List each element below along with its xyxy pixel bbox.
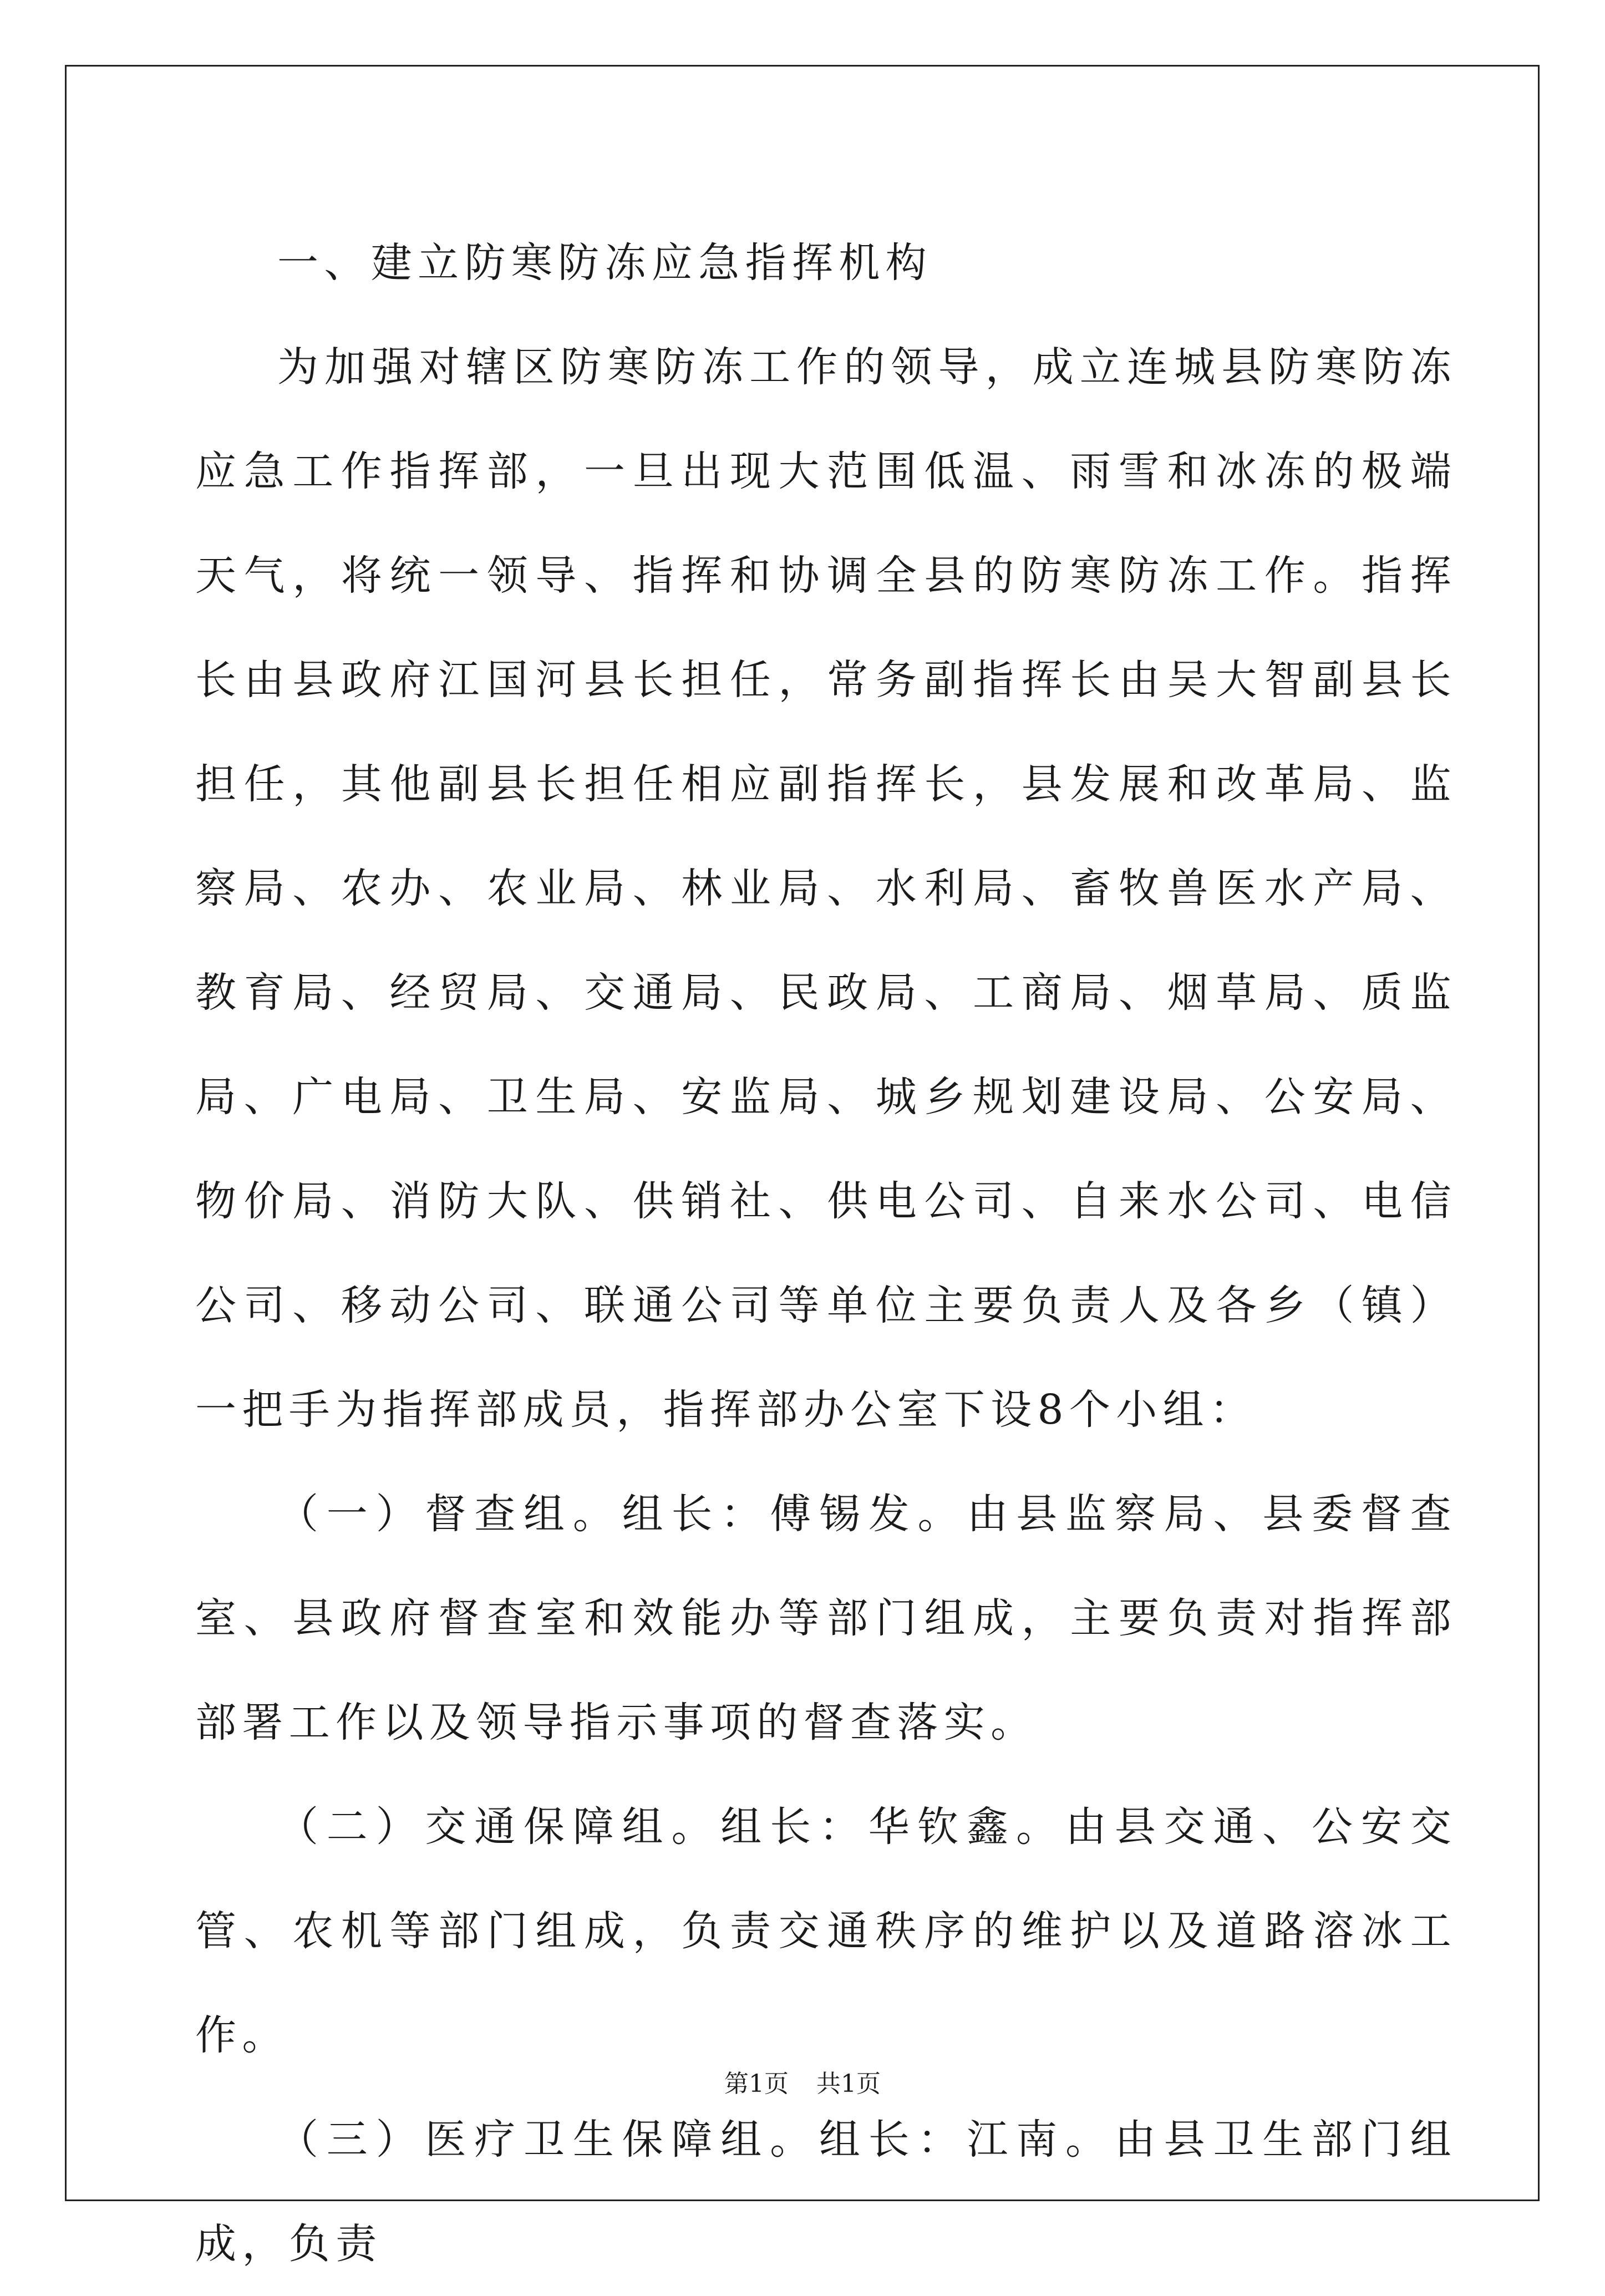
paragraph-intro: 为加强对辖区防寒防冻工作的领导，成立连城县防寒防冻应急工作指挥部，一旦出现大范围低温、雨雪和冰冻的极端天气，将统一领导、指挥和协调全县的防寒防冻工作。指挥长由县政府江国河县长担任，常务副指挥长由吴大智副县长担任，其他副县长担任相应副指挥长，县发展和改革局、监察局、农办、农业局、林业局、水利局、畜牧兽医水产局、教育局、经贸局、交通局、民政局、工商局、烟草局、质监局、广电局、卫生局、安监局、城乡规划建设局、公安局、物价局、消防大队、供销社、供电公司、自来水公司、电信公司、移动公司、联通公司等单位主要负责人及各乡（镇）一把手为指挥部成员，指挥部办公室下设8个小组： [195,343,1457,1434]
page-total: 共1页 [816,2070,881,2098]
paragraph-supervision-group: （一）督查组。组长：傅锡发。由县监察局、县委督查室、县政府督查室和效能办等部门组成，主要负责对指挥部部署工作以及领导指示事项的督查落实。 [195,1490,1457,1746]
page-footer [0,2068,1605,2101]
paragraph-medical-group: （三）医疗卫生保障组。组长：江南。由县卫生部门组成，负责 [195,2116,1457,2268]
paragraph-traffic-group: （二）交通保障组。组长：华钦鑫。由县交通、公安交管、农机等部门组成，负责交通秩序的维护以及道路溶冰工作。 [195,1803,1457,2059]
page-number: 第1页 [724,2070,789,2098]
section-heading: 一、建立防寒防冻应急指挥机构 [277,239,933,287]
document-body [195,211,1457,2296]
